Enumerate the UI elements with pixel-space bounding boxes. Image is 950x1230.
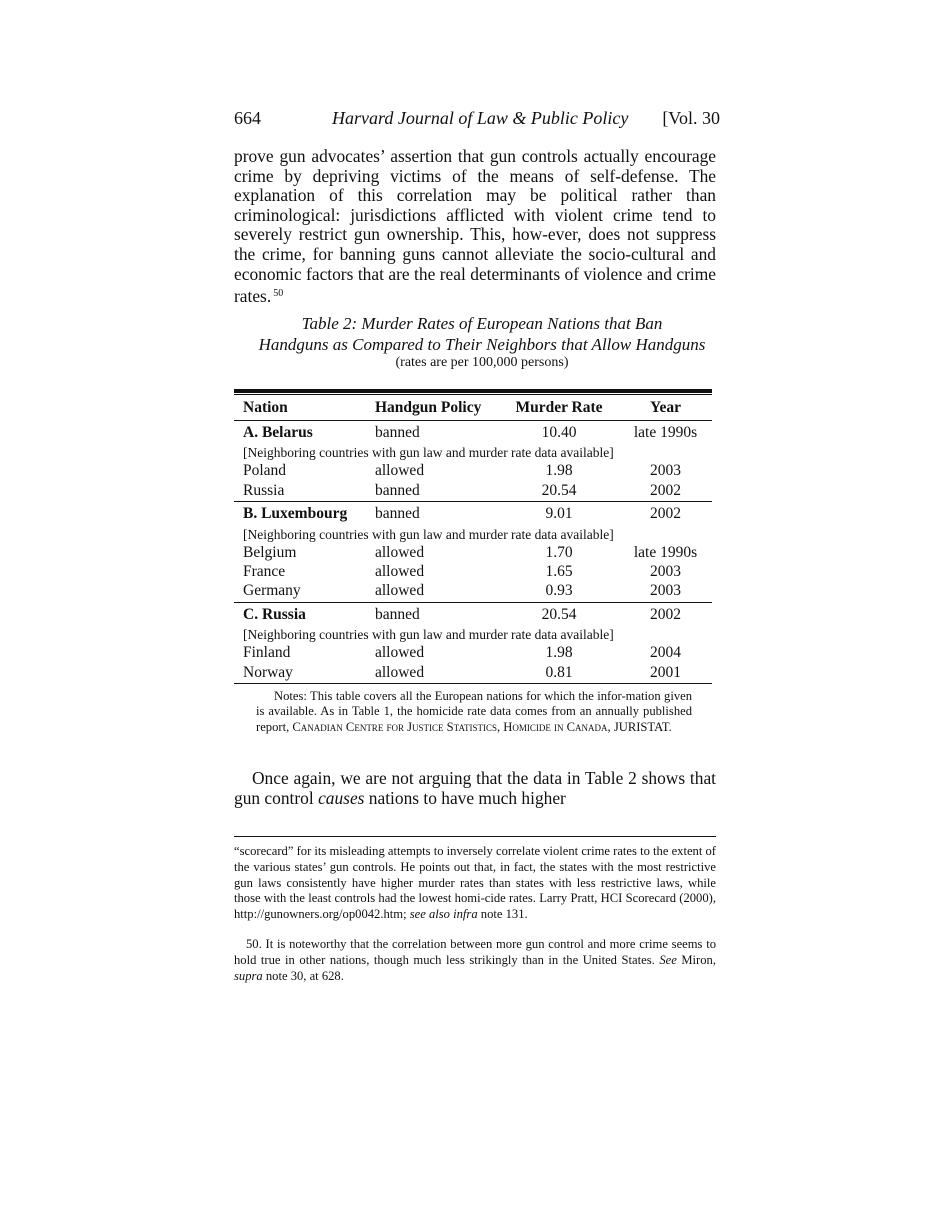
table-top-rule-thick [234,389,712,393]
table-group-rule [234,602,712,603]
cell-rate: 1.98 [545,462,573,479]
paragraph-2-after: nations to have much higher [368,787,566,808]
cell-nation: C. Russia [243,606,306,623]
cell-year: late 1990s [633,544,698,561]
page-number: 664 [234,108,261,128]
table-row [243,482,713,501]
table-top-rule-thin [234,394,712,395]
cell-year: 2002 [650,505,681,522]
cell-nation: B. Luxembourg [243,505,348,522]
table-caption [234,313,730,355]
footnote-49-tail: note 131. [480,907,528,922]
cell-nation: Poland [243,462,287,479]
cell-policy: allowed [375,644,425,661]
cell-year: 2002 [650,606,681,623]
notes-prefix: Notes: This table covers all the European nations for which the infor-mation given is available. As in Table 1, the homicide rate data comes from an annually published report, [256,689,692,734]
footnote-rule [234,836,716,837]
header-nation: Nation [243,399,288,416]
cell-rate: 1.65 [545,563,573,580]
cell-nation: Finland [243,644,291,661]
footnote-50 [234,937,716,984]
cell-policy: allowed [375,462,425,479]
cell-policy: allowed [375,664,425,681]
notes-source: Canadian Centre for Justice Statistics, Homicide in Canada, [292,719,611,734]
cell-nation: A. Belarus [243,424,313,441]
volume-label: [Vol. 30 [662,108,720,128]
body-paragraph-1 [234,147,716,307]
neighbor-note: [Neighboring countries with gun law and murder rate data available] [243,445,614,460]
cell-policy: banned [375,482,420,499]
notes-suffix: JURISTAT. [613,719,672,734]
table-row [243,664,713,683]
cell-policy: banned [375,424,420,441]
paragraph-1-text: prove gun advocates’ assertion that gun controls actually encourage crime by depriving victims of the means of self-defense. The explanation of this correlation may be political rather than criminological: jurisdictions afflicted with violent crime tend to severely restrict gun ownership. This, how-ever, does not suppress the crime, for banning guns cannot alleviate the socio-cultural and economic factors that are the real determinants of violence and crime rates. [234,146,716,307]
table-row-main [243,424,713,443]
cell-policy: allowed [375,563,425,580]
footnote-49-continued [234,844,716,923]
running-header [234,108,720,132]
paragraph-2-before: Once again, we are not arguing that the data in Table 2 shows that gun control [234,768,716,808]
cell-nation: Norway [243,664,293,681]
cell-policy: banned [375,606,420,623]
cell-year: 2003 [650,582,681,599]
table-caption-line-2: Handguns as Compared to Their Neighbors that Allow Handguns [258,335,706,354]
header-policy: Handgun Policy [375,399,482,416]
cell-rate: 20.54 [541,482,577,499]
neighbor-note: [Neighboring countries with gun law and murder rate data available] [243,627,614,642]
table-row [243,582,713,601]
table-row [243,544,713,563]
table-subcaption: (rates are per 100,000 persons) [395,355,569,370]
footnote-49-text: “scorecard” for its misleading attempts to inversely correlate violent crime rates to the extent of the various states’ gun controls. He points out that, in fact, the states with the most restrictive gun laws consistently have higher murder rates than states with less restrictive laws, while those with the least controls had the lowest homi-cide rates. Larry Pratt, HCI Scorecard (2000), http://gunowners.org/op0042.htm; [234,844,716,922]
cell-nation: France [243,563,286,580]
cell-rate: 9.01 [545,505,573,522]
footnote-50-signal: See [659,952,677,967]
table-bottom-rule [234,683,712,684]
header-rate: Murder Rate [515,399,603,416]
cell-policy: allowed [375,582,425,599]
table-row [243,563,713,582]
cell-policy: allowed [375,544,425,561]
footnote-50-text: 50. It is noteworthy that the correlation between more gun control and more crime seems to hold true in other nations, though much less strikingly than in the United States. [234,937,716,967]
footnote-ref-50: 50 [273,288,284,300]
cell-year: 2004 [650,644,681,661]
table-header-row [243,399,713,418]
footnote-49-signal: see also infra [409,907,478,922]
table-notes [256,689,692,735]
header-year: Year [650,399,681,416]
cell-nation: Germany [243,582,301,599]
body-paragraph-2 [234,769,716,808]
table-group-rule [234,501,712,502]
cell-rate: 20.54 [541,606,577,623]
cell-rate: 1.70 [545,544,573,561]
cell-rate: 10.40 [541,424,577,441]
cell-nation: Belgium [243,544,297,561]
table-row [243,462,713,481]
neighbor-note: [Neighboring countries with gun law and murder rate data available] [243,527,614,542]
table-row-main [243,606,713,625]
paragraph-2-emphasis: causes [318,787,365,808]
cell-year: 2003 [650,563,681,580]
table-row [243,644,713,663]
cell-nation: Russia [243,482,285,499]
cell-year: late 1990s [633,424,698,441]
cell-year: 2003 [650,462,681,479]
table-caption-line-1: Table 2: Murder Rates of European Nations that Ban [301,314,663,333]
footnote-50-supra: supra [234,968,263,983]
footnote-50-tail: note 30, at 628. [265,968,344,983]
cell-rate: 0.93 [545,582,573,599]
journal-title: Harvard Journal of Law & Public Policy [332,108,629,128]
cell-policy: banned [375,505,420,522]
table-header-rule [234,420,712,421]
cell-year: 2001 [650,664,681,681]
table-row-main [243,505,713,524]
cell-rate: 0.81 [545,664,573,681]
footnote-50-author: Miron, [681,952,716,967]
cell-rate: 1.98 [545,644,573,661]
cell-year: 2002 [650,482,681,499]
